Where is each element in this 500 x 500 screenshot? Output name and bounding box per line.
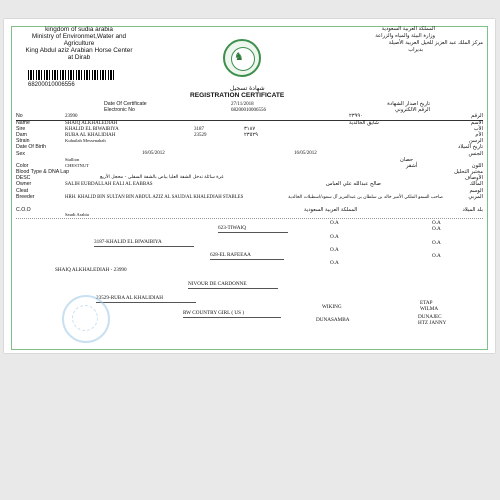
field-desc-value-ar: غرة سائلة تدخل الشفة العليا بياض بالشفة السفلى - محجل الأربع (100, 175, 224, 180)
field-electronic-no-label-ar: الرقم الالكتروني (394, 107, 430, 113)
header-ar-line-4: بديراب (408, 47, 423, 53)
field-sire-value: KHALID EL BIWAIBIYA (65, 127, 119, 132)
header-ar-line-1: المملكة العربية السعودية (381, 26, 435, 32)
field-breeder-label-ar: المربي (468, 194, 483, 200)
pedigree-oa: O.A (432, 220, 441, 226)
field-sire-number-ar: ٣١٨٧ (244, 126, 256, 132)
field-dam-number: 23529 (194, 133, 207, 138)
pedigree-line (96, 302, 196, 303)
divider (16, 218, 483, 219)
field-blood-type-label-ar: مختبر التحليل (454, 169, 483, 175)
field-strain-value: Kuhailah Messenahah (65, 138, 106, 143)
header-en-line-1: kingdom of sudia arabia (45, 26, 113, 33)
header-en-line-4: King Abdul aziz Arabian Horse Center (25, 47, 133, 54)
field-name-value: SHAIQ ALKHALEDIAH (65, 121, 118, 126)
field-dam-number-ar: ٢٣٥٢٩ (244, 132, 258, 138)
header-en-line-2: Ministry of Environmet,Water and (31, 33, 127, 40)
field-sire-label: Sire (16, 126, 26, 132)
field-strain-label-ar: الرسن (468, 138, 483, 144)
field-cleat-label: Cleat (16, 188, 29, 194)
pedigree-dam-sire: NIVOUR DE CARDONNE (188, 281, 247, 287)
field-cleat-label-ar: الوسم (469, 188, 483, 194)
field-breeder-label: Breeder (16, 194, 35, 200)
field-sex-label: Sex (16, 151, 25, 157)
field-color-label-ar: اللون (471, 163, 483, 169)
field-coo-label: C.O.O (16, 207, 31, 213)
field-desc-label-ar: الأوصاف (464, 175, 483, 181)
official-stamp-icon (62, 295, 110, 343)
field-strain-label: Strain (16, 138, 30, 144)
pedigree-subject: SHAIQ ALKHALEDIAH - 23990 (55, 267, 127, 273)
field-sex-value: Stallion (65, 157, 80, 162)
field-sex-label-ar: الجنس (468, 151, 483, 157)
field-dam-label-ar: الأم (475, 132, 483, 138)
field-no-value-ar: ٢٣٩٩٠ (349, 113, 363, 119)
field-blood-type-label: Blood Type & DNA Lap (16, 169, 69, 175)
pedigree-right-wilma: WILMA (420, 306, 439, 312)
header-en-line-5: at Dirab (67, 54, 91, 61)
pedigree-right-dunajec: DUNAJEC (418, 314, 442, 320)
field-no-value: 23990 (65, 114, 78, 119)
field-electronic-no-label: Electronic No (104, 107, 135, 113)
pedigree-oa: O.A (432, 240, 441, 246)
field-dam-label: Dam (16, 132, 27, 138)
certificate-title-en: REGISTRATION CERTIFICATE (190, 92, 285, 99)
field-coo-value-ar: المملكة العربية السعودية (304, 207, 358, 213)
field-owner-value-ar: صالح عبدالله علي العباس (326, 181, 381, 187)
pedigree-right-wiking: WIKING (322, 304, 342, 310)
field-sire-number: 3187 (194, 127, 204, 132)
pedigree-line (218, 232, 288, 233)
pedigree-right-etap: ETAP (420, 300, 433, 306)
field-date-certificate-label: Date Of Certificate (104, 101, 147, 107)
field-coo-label-ar: بلد الميلاد (462, 207, 483, 213)
certificate-sheet (4, 19, 495, 353)
pedigree-right-htz-janny: HTZ JANNY (418, 320, 447, 326)
field-breeder-value: HRH. KHALID BIN SULTAN BIN ABDUL AZIZ AL SAUD/AL KHALEDIAH STABLES (65, 195, 244, 200)
field-sire-label-ar: الأب (473, 126, 483, 132)
field-no-label-ar: الرقم (471, 113, 483, 119)
field-color-value-ar: أشقر (406, 163, 418, 169)
field-dam-value: RUBA AL KHALIDIAH (65, 133, 116, 138)
pedigree-sire-dam: 628-EL RAFEEAA (210, 252, 251, 258)
field-coo-value: Saudi Arabia (65, 212, 89, 217)
pedigree-sire-sire: 623-TIWAIQ (218, 225, 246, 231)
pedigree-line (183, 317, 281, 318)
pedigree-oa: O.A (432, 226, 441, 232)
pedigree-right-dunasamba: DUNASAMBA (316, 317, 350, 323)
field-desc-label: DESC (16, 175, 31, 181)
field-color-label: Color (16, 163, 29, 169)
barcode-icon (28, 70, 114, 80)
barcode-number: 68200010006556 (28, 82, 75, 88)
pedigree-oa: O.A (330, 234, 339, 240)
field-date-certificate-value: 27/11/2018 (231, 102, 254, 107)
pedigree-sire: 3187-KHALID EL BIWAIBIYA (94, 239, 162, 245)
pedigree-oa: O.A (330, 260, 339, 266)
pedigree-line (210, 259, 284, 260)
pedigree-oa: O.A (330, 247, 339, 253)
field-name-label: Name (16, 120, 30, 126)
field-owner-value: SALIH EUBDALLAH EALI AL EABBAS (65, 182, 153, 187)
pedigree-line (188, 288, 278, 289)
field-dob-value-2: 16/05/2012 (294, 151, 317, 156)
field-name-label-ar: الاسم (470, 120, 483, 126)
header-ar-line-2: وزارة البيئة والمياه والزراعة (375, 33, 435, 39)
pedigree-line (94, 246, 194, 247)
field-dob-label: Date Of Birth (16, 144, 46, 150)
field-dob-label-ar: تاريخ الميلاد (458, 144, 483, 150)
field-dob-value: 16/05/2012 (142, 151, 165, 156)
field-owner-label: Owner (16, 181, 32, 187)
header-en-line-3: Agriculture (63, 40, 95, 47)
field-electronic-no-value: 68200010006556 (231, 108, 266, 113)
pedigree-oa: O.A (432, 253, 441, 259)
field-breeder-value-ar: صاحب السمو الملكي الأمير خالد بن سلطان بن عبدالعزيز آل سعود/اسطبلات الخالدية (288, 195, 443, 200)
certificate-title-ar: شهادة تسجيل (230, 85, 265, 92)
field-date-certificate-label-ar: تاريخ اصدار الشهادة (387, 101, 430, 107)
field-sex-value-ar: حصان (400, 157, 414, 163)
field-owner-label-ar: المالك (469, 181, 483, 187)
pedigree-dam: 23529-RUBA AL KHALIDIAH (96, 295, 163, 301)
pedigree-oa: O.A (330, 220, 339, 226)
field-color-value: CHESTNUT (65, 163, 89, 168)
horse-emblem-icon: ♞ (223, 39, 261, 77)
field-name-value-ar: شايق الخالدية (349, 120, 379, 126)
header-ar-line-3: مركز الملك عبد العزيز للخيل العربية الأصيلة (388, 40, 483, 46)
pedigree-dam-dam: RW COUNTRY GIRL ( US ) (183, 310, 245, 316)
field-no-label: No (16, 113, 23, 119)
